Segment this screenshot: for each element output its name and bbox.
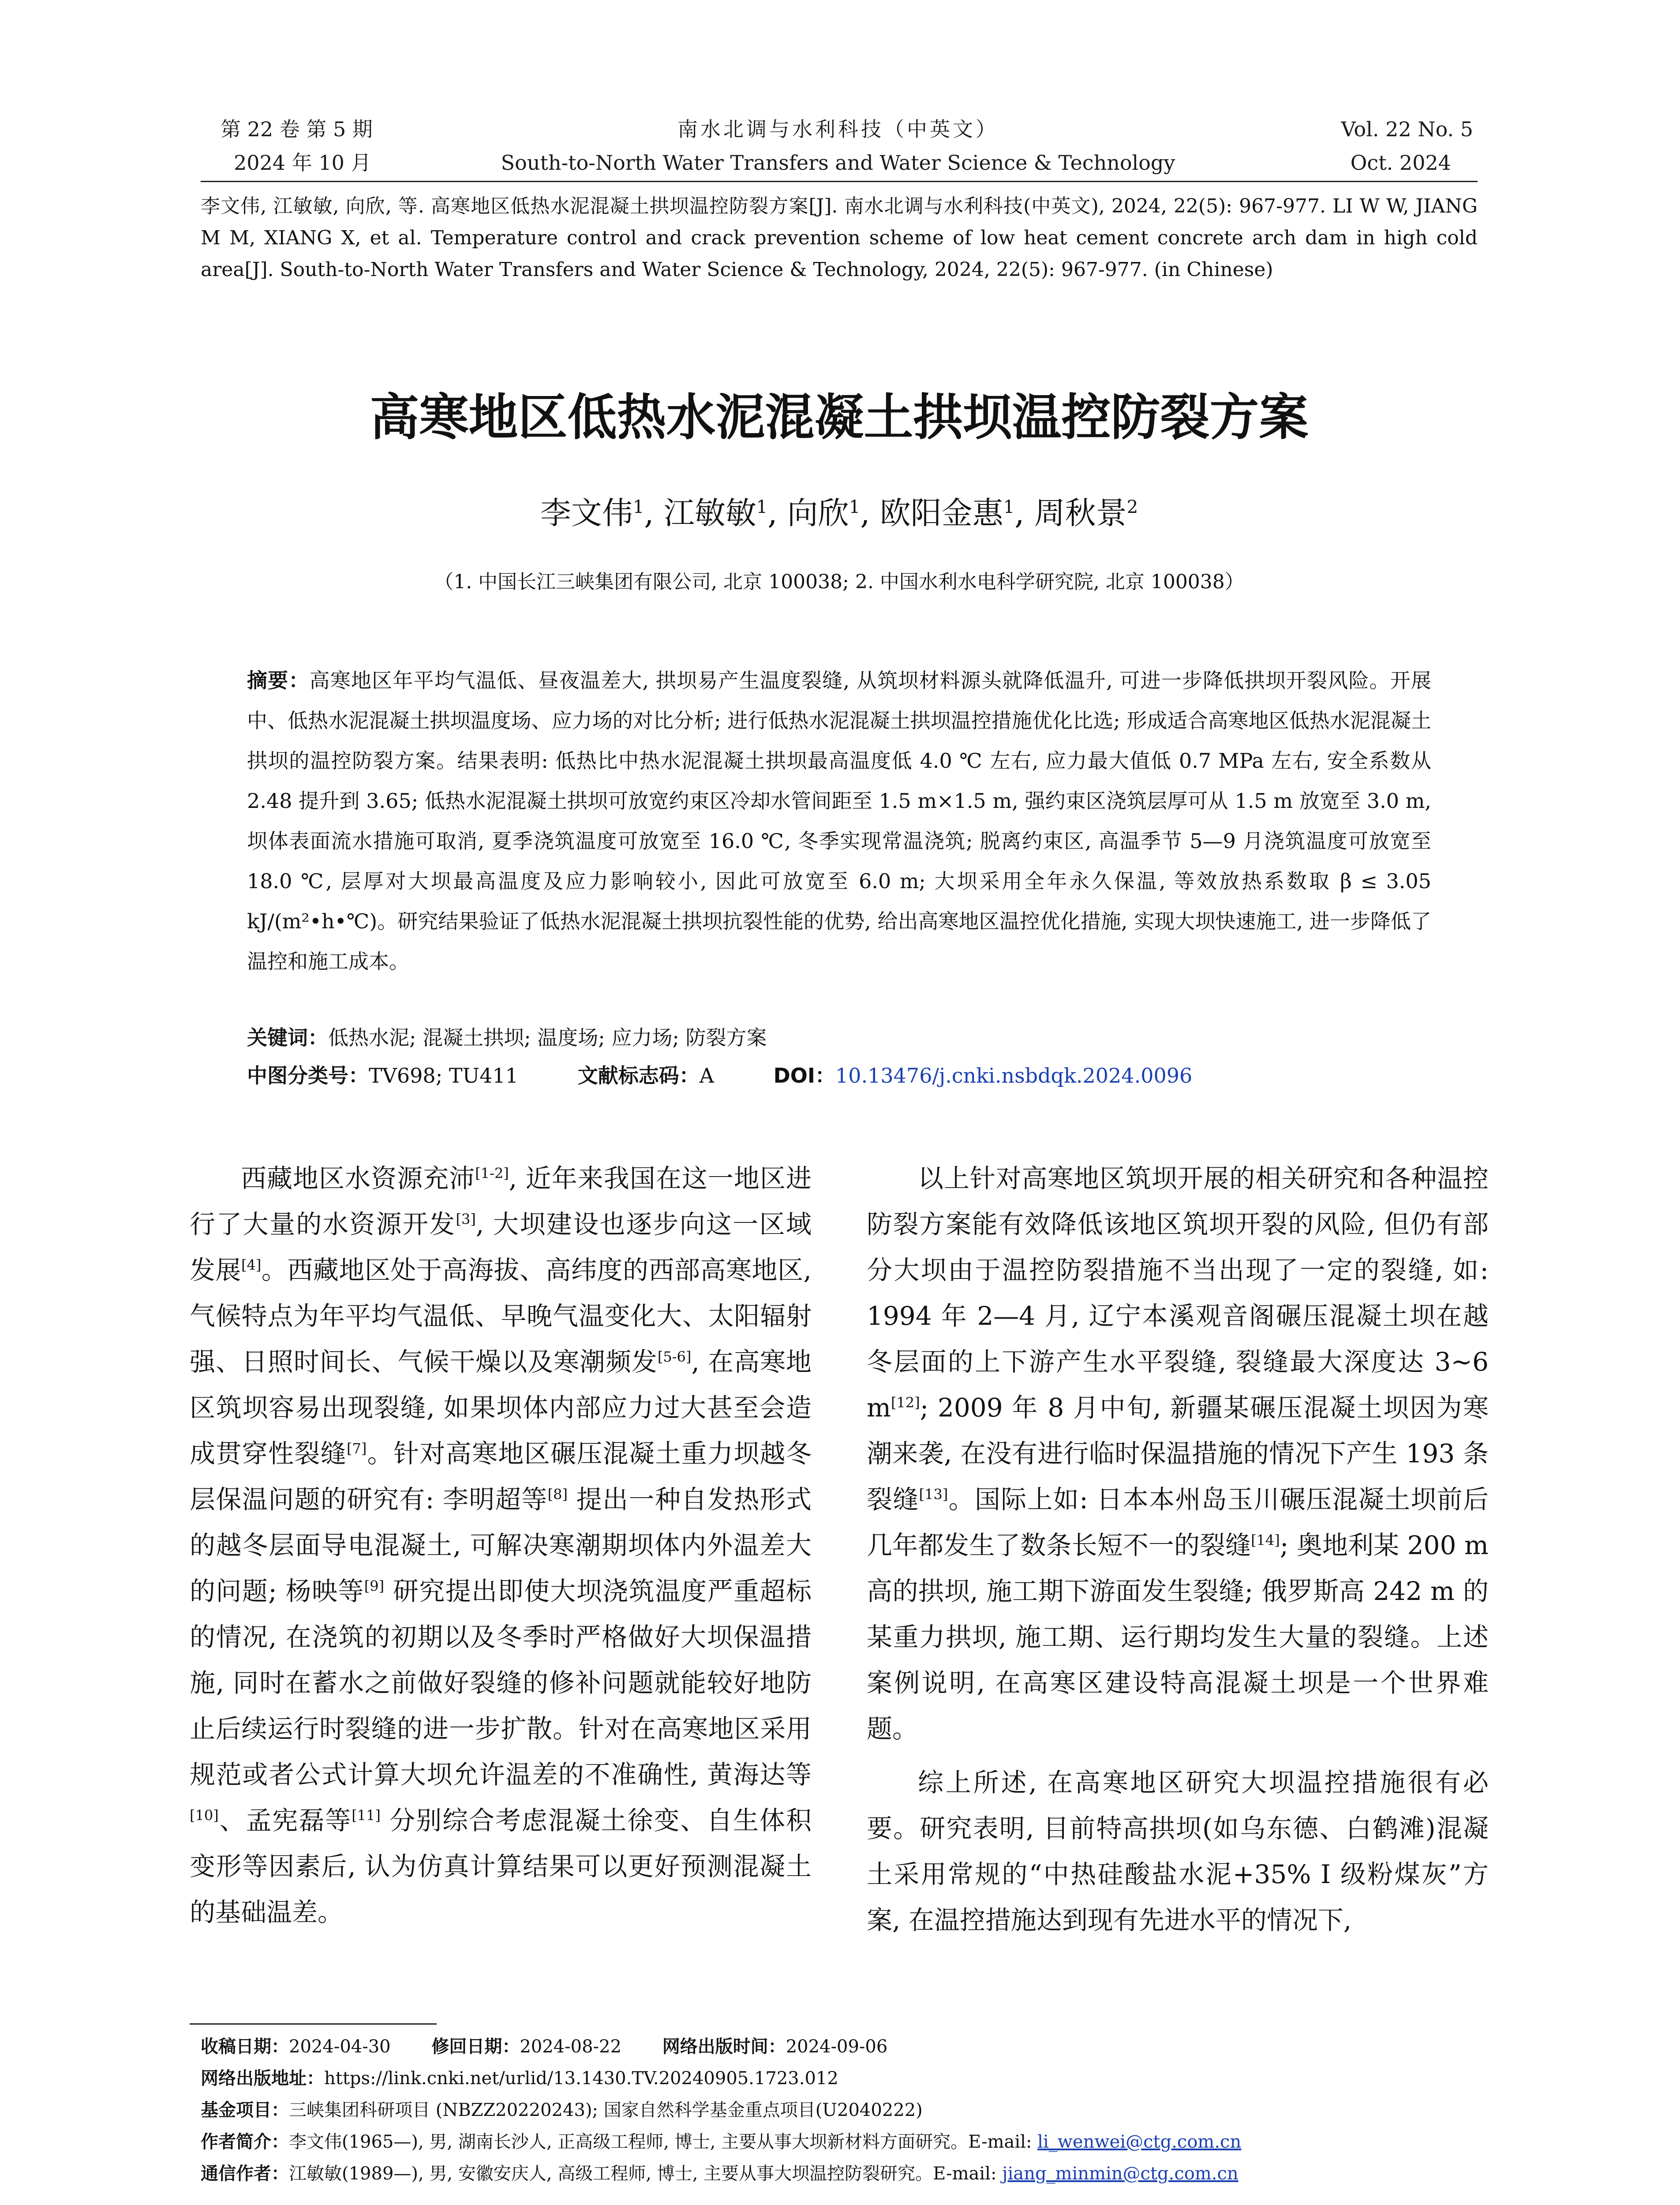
body-paragraph bbox=[867, 1155, 1489, 1752]
text-run: , 近年来我国在这一地区进行了大量的水资源开发 bbox=[190, 1163, 812, 1239]
author-name: 欧阳金惠 bbox=[879, 495, 1003, 531]
corresponding-label: 通信作者： bbox=[201, 2164, 289, 2184]
reference-mark[interactable]: [4] bbox=[241, 1256, 262, 1274]
header-rule bbox=[201, 181, 1478, 182]
reference-mark[interactable]: [7] bbox=[347, 1440, 367, 1457]
revised-label: 修回日期： bbox=[431, 2037, 520, 2057]
text-run: ; 奥地利某 200 m 高的拱坝, 施工期下游面发生裂缝; 俄罗斯高 242 m 的某重力拱坝, 施工期、运行期均发生大量的裂缝。上述案例说明, 在高寒区建设特高混凝土坝是一个世界难题。 bbox=[867, 1530, 1489, 1744]
footnote-fund bbox=[201, 2094, 1478, 2126]
url-label: 网络出版地址： bbox=[201, 2068, 324, 2089]
header-journal-en: South-to-North Water Transfers and Water Science & Technology bbox=[501, 151, 1175, 175]
body-paragraph bbox=[190, 1155, 812, 1935]
reference-mark[interactable]: [3] bbox=[456, 1211, 476, 1228]
author-affiliation-mark: 1 bbox=[632, 497, 644, 517]
paper-title: 高寒地区低热水泥混凝土拱坝温控防裂方案 bbox=[370, 389, 1309, 446]
abstract-label: 摘要： bbox=[247, 669, 310, 692]
text-run: 西藏地区水资源充沛 bbox=[241, 1163, 475, 1193]
header-date-en: Oct. 2024 bbox=[1350, 151, 1451, 175]
footnote-url bbox=[201, 2063, 1478, 2094]
author-bio-label: 作者简介： bbox=[201, 2132, 289, 2152]
doc-code-label: 文献标志码： bbox=[577, 1064, 700, 1088]
fund-label: 基金项目： bbox=[201, 2100, 289, 2120]
footnotes bbox=[201, 2031, 1478, 2190]
abstract bbox=[247, 661, 1431, 982]
received-date: 2024-04-30 bbox=[289, 2037, 391, 2057]
reference-mark[interactable]: [9] bbox=[364, 1577, 385, 1595]
received-label: 收稿日期： bbox=[201, 2037, 289, 2057]
corresponding-text: 江敏敏(1989—), 男, 安徽安庆人, 高级工程师, 博士, 主要从事大坝温控防裂研究。E-mail: bbox=[289, 2164, 1003, 2184]
author-bio-text: 李文伟(1965—), 男, 湖南长沙人, 正高级工程师, 博士, 主要从事大坝新材料方面研究。E-mail: bbox=[289, 2132, 1038, 2152]
clc-label: 中图分类号： bbox=[247, 1064, 369, 1088]
reference-mark[interactable]: [8] bbox=[547, 1486, 568, 1503]
author-list: 李文伟$^1$, 江敏敏$^1$, 向欣$^1$, 欧阳金惠$^1$, 周秋景$^2$ bbox=[540, 495, 1138, 531]
author-name: 李文伟 bbox=[540, 495, 633, 531]
abstract-text: 高寒地区年平均气温低、昼夜温差大, 拱坝易产生温度裂缝, 从筑坝材料源头就降低温升, 可进一步降低拱坝开裂风险。开展中、低热水泥混凝土拱坝温度场、应力场的对比分析; 进行低热水泥混凝土拱坝温控措施优化比选; 形成适合高寒地区低热水泥混凝土拱坝的温控防裂方案。结果表明: 低热比中热水泥混凝土拱坝最高温度低 4.0 ℃ 左右, 应力最大值低 0.7 MPa 左右, 安全系数从 2.48 提升到 3.65; 低热水泥混凝土拱坝可放宽约束区冷却水管间距至 1.5 m×1.5 m, 强约束区浇筑层厚可从 1.5 m 放宽至 3.0 m, 坝体表面流水措施可取消, 夏季浇筑温度可放宽至 16.0 ℃, 冬季实现常温浇筑; 脱离约束区, 高温季节 5—9 月浇筑温度可放宽至 18.0 ℃, 层厚对大坝最高温度及应力影响较小, 因此可放宽至 6.0 m; 大坝采用全年永久保温, 等效放热系数取 β ≤ 3.05 kJ/(m²•h•℃)。研究结果验证了低热水泥混凝土拱坝抗裂性能的优势, 给出高寒地区温控优化措施, 实现大坝快速施工, 进一步降低了温控和施工成本。 bbox=[247, 669, 1432, 973]
reference-mark[interactable]: [14] bbox=[1251, 1532, 1280, 1549]
footnote-corresponding bbox=[201, 2158, 1478, 2190]
text-run: ; 2009 年 8 月中旬, 新疆某碾压混凝土坝因为寒潮来袭, 在没有进行临时保温措施的情况下产生 193 条裂缝 bbox=[867, 1393, 1489, 1514]
header-date-cn: 2024 年 10 月 bbox=[234, 151, 371, 175]
text-run: 。国际上如: 日本本州岛玉川碾压混凝土坝前后几年都发生了数条长短不一的裂缝 bbox=[867, 1484, 1489, 1560]
footnote-author bbox=[201, 2126, 1478, 2158]
author-name: 周秋景 bbox=[1034, 495, 1127, 531]
keywords-text: 低热水泥; 混凝土拱坝; 温度场; 应力场; 防裂方案 bbox=[328, 1026, 767, 1050]
text-run: , 大坝建设也逐步向这一区域发展 bbox=[190, 1209, 812, 1285]
fund-text: 三峡集团科研项目 (NBZZ20220243); 国家自然科学基金重点项目(U2040222) bbox=[289, 2100, 923, 2120]
left-column bbox=[190, 1155, 812, 1935]
online-date: 2024-09-06 bbox=[786, 2037, 888, 2057]
right-column bbox=[867, 1155, 1489, 1943]
online-label: 网络出版时间： bbox=[662, 2037, 786, 2057]
keywords bbox=[247, 1019, 1431, 1057]
text-run: 、孟宪磊等 bbox=[218, 1805, 352, 1835]
author-name: 江敏敏 bbox=[663, 495, 756, 531]
text-run: 研究提出即使大坝浇筑温度严重超标的情况, 在浇筑的初期以及冬季时严格做好大坝保温措施, 同时在蓄水之前做好裂缝的修补问题就能较好地防止后续运行时裂缝的进一步扩散。针对在高寒地区采用规范或者公式计算大坝允许温差的不准确性, 黄海达等 bbox=[190, 1576, 812, 1790]
header-volume-cn: 第 22 卷 第 5 期 bbox=[221, 117, 373, 141]
reference-mark[interactable]: [12] bbox=[891, 1394, 920, 1411]
author-affiliation-mark: 1 bbox=[756, 497, 768, 517]
reference-mark[interactable]: [5-6] bbox=[657, 1348, 692, 1365]
author-affiliation-mark: 1 bbox=[1003, 497, 1015, 517]
keywords-label: 关键词： bbox=[247, 1026, 328, 1050]
footnote-rule bbox=[190, 2023, 437, 2025]
reference-mark[interactable]: [10] bbox=[190, 1807, 219, 1824]
text-run: 以上针对高寒地区筑坝开展的相关研究和各种温控防裂方案能有效降低该地区筑坝开裂的风险, 但仍有部分大坝由于温控防裂措施不当出现了一定的裂缝, 如: 1994 年 2—4 月, 辽宁本溪观音阁碾压混凝土坝在越冬层面的上下游产生水平裂缝, 裂缝最大深度达 3~6 m bbox=[867, 1163, 1489, 1423]
citation: 李文伟, 江敏敏, 向欣, 等. 高寒地区低热水泥混凝土拱坝温控防裂方案[J]. 南水北调与水利科技(中英文), 2024, 22(5): 967-977. LI W W, JIANG M M, XIANG X, et al. Temperature control and crack prevention scheme of low heat cement concrete arch dam in high cold area[J]. South-to-North Water Transfers and Water Science & Technology, 2024, 22(5): 967-977. (in Chinese) bbox=[201, 195, 1478, 281]
author-affiliation-mark: 2 bbox=[1126, 497, 1138, 517]
text-run: 提出一种自发热形式的越冬层面导电混凝土, 可解决寒潮期坝体内外温差大的问题; 杨映等 bbox=[190, 1484, 812, 1606]
clc-value: TV698; TU411 bbox=[369, 1064, 519, 1088]
footnote-dates bbox=[201, 2031, 1478, 2063]
doi-link[interactable]: 10.13476/j.cnki.nsbdqk.2024.0096 bbox=[835, 1064, 1193, 1088]
doi-label: DOI： bbox=[773, 1064, 835, 1088]
doc-code-value: A bbox=[699, 1064, 714, 1088]
header-volume-en: Vol. 22 No. 5 bbox=[1341, 117, 1473, 141]
author-email-link[interactable]: li_wenwei@ctg.com.cn bbox=[1037, 2132, 1242, 2152]
corresponding-email-link[interactable]: jiang_minmin@ctg.com.cn bbox=[1002, 2164, 1238, 2184]
text-run: 。针对高寒地区碾压混凝土重力坝越冬层保温问题的研究有: 李明超等 bbox=[190, 1439, 812, 1514]
affiliations: （1. 中国长江三峡集团有限公司, 北京 100038; 2. 中国水利水电科学研究院, 北京 100038） bbox=[434, 571, 1244, 593]
revised-date: 2024-08-22 bbox=[520, 2037, 621, 2057]
author-affiliation-mark: 1 bbox=[849, 497, 861, 517]
author-name: 向欣 bbox=[787, 495, 849, 531]
online-url-link[interactable]: https://link.cnki.net/urlid/13.1430.TV.20240905.1723.012 bbox=[324, 2068, 838, 2089]
reference-mark[interactable]: [1-2] bbox=[475, 1165, 509, 1182]
classification-line bbox=[247, 1057, 1431, 1095]
text-run: 分别综合考虑混凝土徐变、自生体积变形等因素后, 认为仿真计算结果可以更好预测混凝土的基础温差。 bbox=[190, 1805, 812, 1927]
body-paragraph: 综上所述, 在高寒地区研究大坝温控措施很有必要。研究表明, 目前特高拱坝(如乌东德、白鹤滩)混凝土采用常规的“中热硅酸盐水泥+35% I 级粉煤灰”方案, 在温控措施达到现有先进水平的情况下, bbox=[867, 1768, 1489, 1935]
reference-mark[interactable]: [13] bbox=[919, 1486, 948, 1503]
text-run: , 在高寒地区筑坝容易出现裂缝, 如果坝体内部应力过大甚至会造成贯穿性裂缝 bbox=[190, 1347, 812, 1469]
header-journal-cn: 南水北调与水利科技（中英文） bbox=[677, 117, 999, 141]
reference-mark[interactable]: [11] bbox=[352, 1807, 381, 1824]
text-run: 。西藏地区处于高海拔、高纬度的西部高寒地区, 气候特点为年平均气温低、早晚气温变化大、太阳辐射强、日照时间长、气候干燥以及寒潮频发 bbox=[190, 1255, 812, 1377]
